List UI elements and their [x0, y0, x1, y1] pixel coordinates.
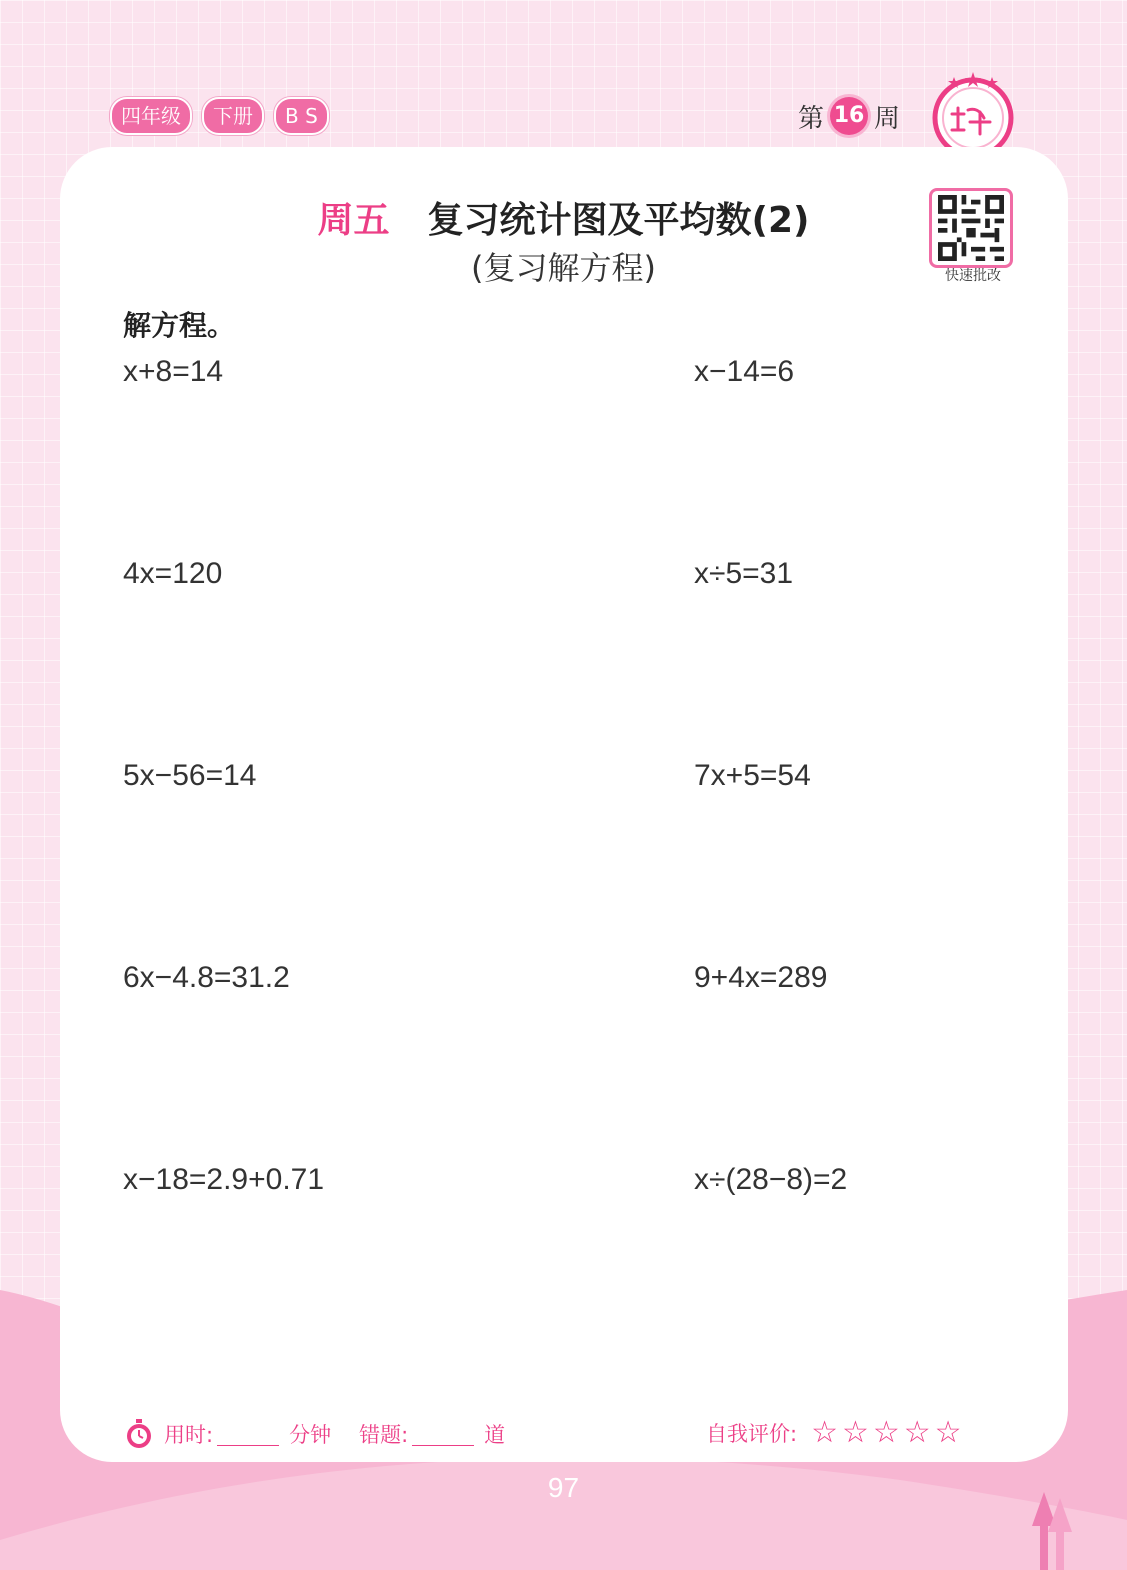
- title-text: 复习统计图及平均数(2): [427, 200, 810, 241]
- self-rating: [706, 1415, 966, 1450]
- equation: 6x−4.8=31.2: [123, 961, 290, 994]
- equation: x÷(28−8)=2: [694, 1163, 848, 1196]
- week-prefix: 第: [798, 103, 825, 134]
- rating-label: 自我评价:: [706, 1422, 798, 1446]
- edition-tag: B S: [274, 97, 329, 135]
- equation: 5x−56=14: [123, 759, 257, 792]
- equation: x÷5=31: [694, 557, 794, 590]
- equation: 9+4x=289: [694, 961, 828, 994]
- grade-tags: [110, 97, 329, 135]
- week-indicator: [798, 97, 900, 135]
- week-suffix: 周: [874, 103, 901, 134]
- equation: x−14=6: [694, 355, 795, 388]
- instruction-text: 解方程。: [123, 309, 236, 342]
- qr-code-icon: [936, 195, 1006, 261]
- time-errors-record: [124, 1418, 505, 1450]
- title-day: 周五: [317, 200, 390, 241]
- time-blank[interactable]: [217, 1423, 279, 1446]
- equation: 7x+5=54: [694, 759, 811, 792]
- time-unit: 分钟: [289, 1423, 332, 1447]
- stopwatch-icon: [124, 1418, 154, 1450]
- equation: x+8=14: [123, 355, 224, 388]
- equation: x−18=2.9+0.71: [123, 1163, 325, 1196]
- time-label: 用时:: [164, 1423, 214, 1447]
- grade-tag: 四年级: [110, 97, 192, 135]
- week-number: 16: [830, 97, 868, 135]
- equation: 4x=120: [123, 557, 223, 590]
- arrow-decoration: [1028, 1492, 1076, 1570]
- rating-stars[interactable]: ☆☆☆☆☆: [811, 1415, 966, 1450]
- qr-code[interactable]: [929, 188, 1013, 268]
- errors-unit: 道: [484, 1423, 506, 1447]
- worksheet-card: [60, 147, 1068, 1462]
- qr-caption: 快速批改: [945, 268, 1001, 284]
- errors-blank[interactable]: [412, 1423, 474, 1446]
- errors-label: 错题:: [359, 1423, 409, 1447]
- page-subtitle: (复习解方程): [471, 249, 656, 287]
- page-number: 97: [547, 1472, 580, 1503]
- volume-tag: 下册: [202, 97, 264, 135]
